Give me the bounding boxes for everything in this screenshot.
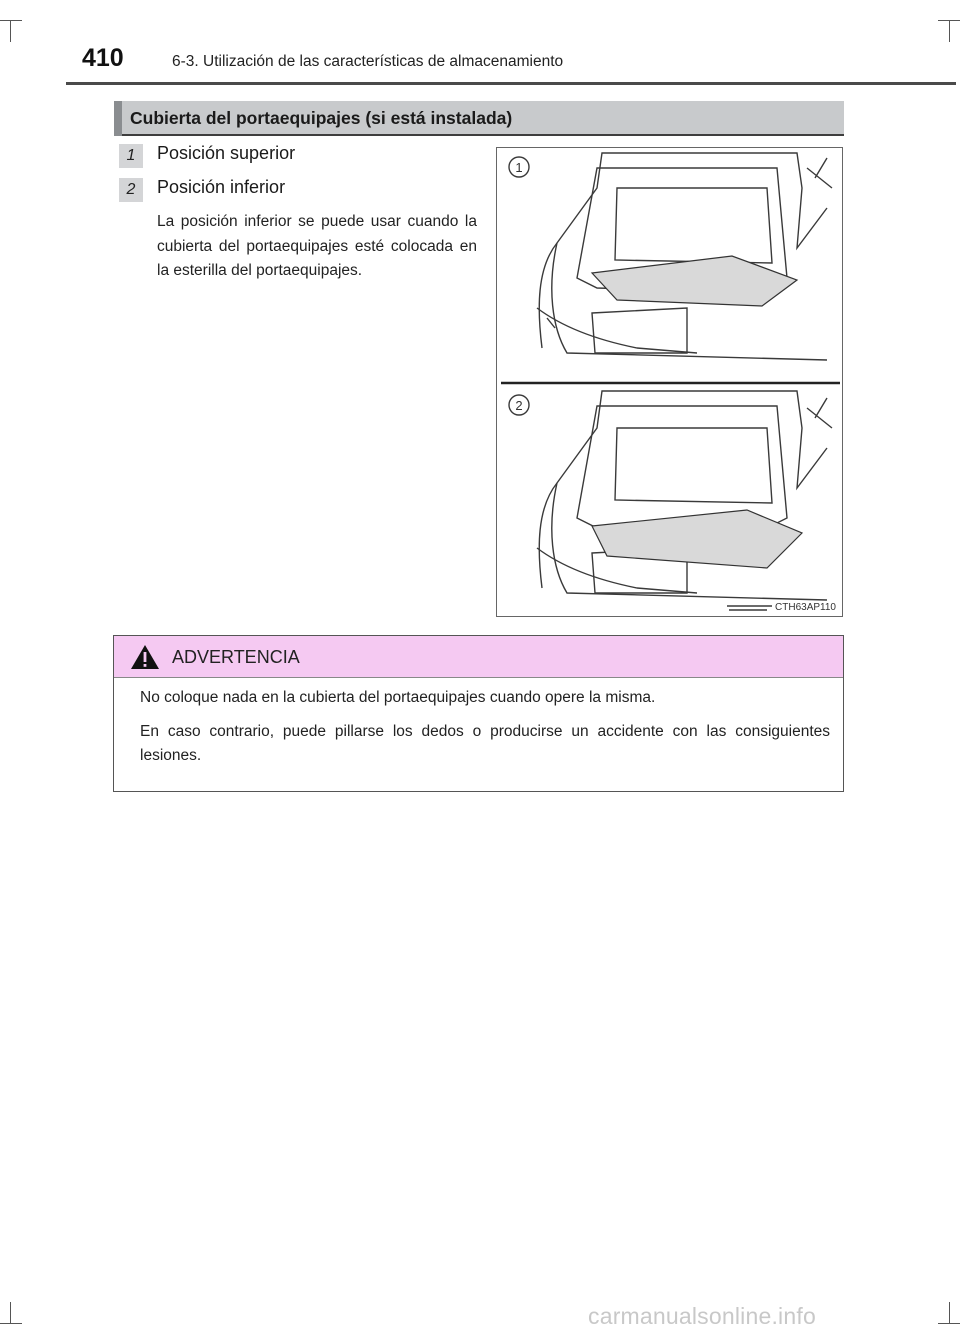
car-trunk-drawing bbox=[497, 148, 844, 618]
crop-mark bbox=[949, 20, 950, 42]
section-title: Cubierta del portaequipajes (si está instalada) bbox=[130, 108, 513, 128]
figure-code: CTH63AP110 bbox=[775, 602, 836, 613]
warning-paragraph: En caso contrario, puede pillarse los dedos o producirse un accidente con las consiguientes lesiones. bbox=[140, 723, 830, 764]
page-number: 410 bbox=[82, 44, 124, 72]
header-divider bbox=[66, 82, 956, 85]
section-heading-bar bbox=[114, 101, 844, 136]
description-paragraph: La posición inferior se puede usar cuando la cubierta del portaequipajes esté colocada en la esterilla del portaequipajes. bbox=[157, 213, 477, 279]
item-label: Posición superior bbox=[157, 143, 296, 163]
chapter-title: 6-3. Utilización de las características de almacenamiento bbox=[172, 53, 564, 70]
warning-header bbox=[114, 636, 843, 678]
warning-box bbox=[113, 635, 844, 792]
crop-mark bbox=[949, 1302, 950, 1324]
item-number-badge: 2 bbox=[119, 178, 143, 202]
warning-title: ADVERTENCIA bbox=[172, 647, 300, 667]
crop-mark bbox=[0, 20, 22, 21]
crop-mark bbox=[938, 1323, 960, 1324]
crop-mark bbox=[10, 20, 11, 42]
cargo-cover-lower bbox=[592, 510, 802, 568]
warning-triangle-icon bbox=[130, 644, 160, 670]
item-label: Posición inferior bbox=[157, 177, 286, 197]
panel-label: 2 bbox=[515, 398, 523, 413]
crop-mark bbox=[10, 1302, 11, 1324]
section-accent bbox=[114, 101, 122, 136]
cargo-cover-illustration bbox=[496, 147, 843, 617]
warning-paragraph: No coloque nada en la cubierta del portaequipajes cuando opere la misma. bbox=[140, 689, 656, 706]
watermark: carmanualsonline.info bbox=[588, 1303, 816, 1329]
panel-label: 1 bbox=[515, 160, 523, 175]
item-number-badge: 1 bbox=[119, 144, 143, 168]
crop-mark bbox=[0, 1323, 22, 1324]
crop-mark bbox=[938, 20, 960, 21]
